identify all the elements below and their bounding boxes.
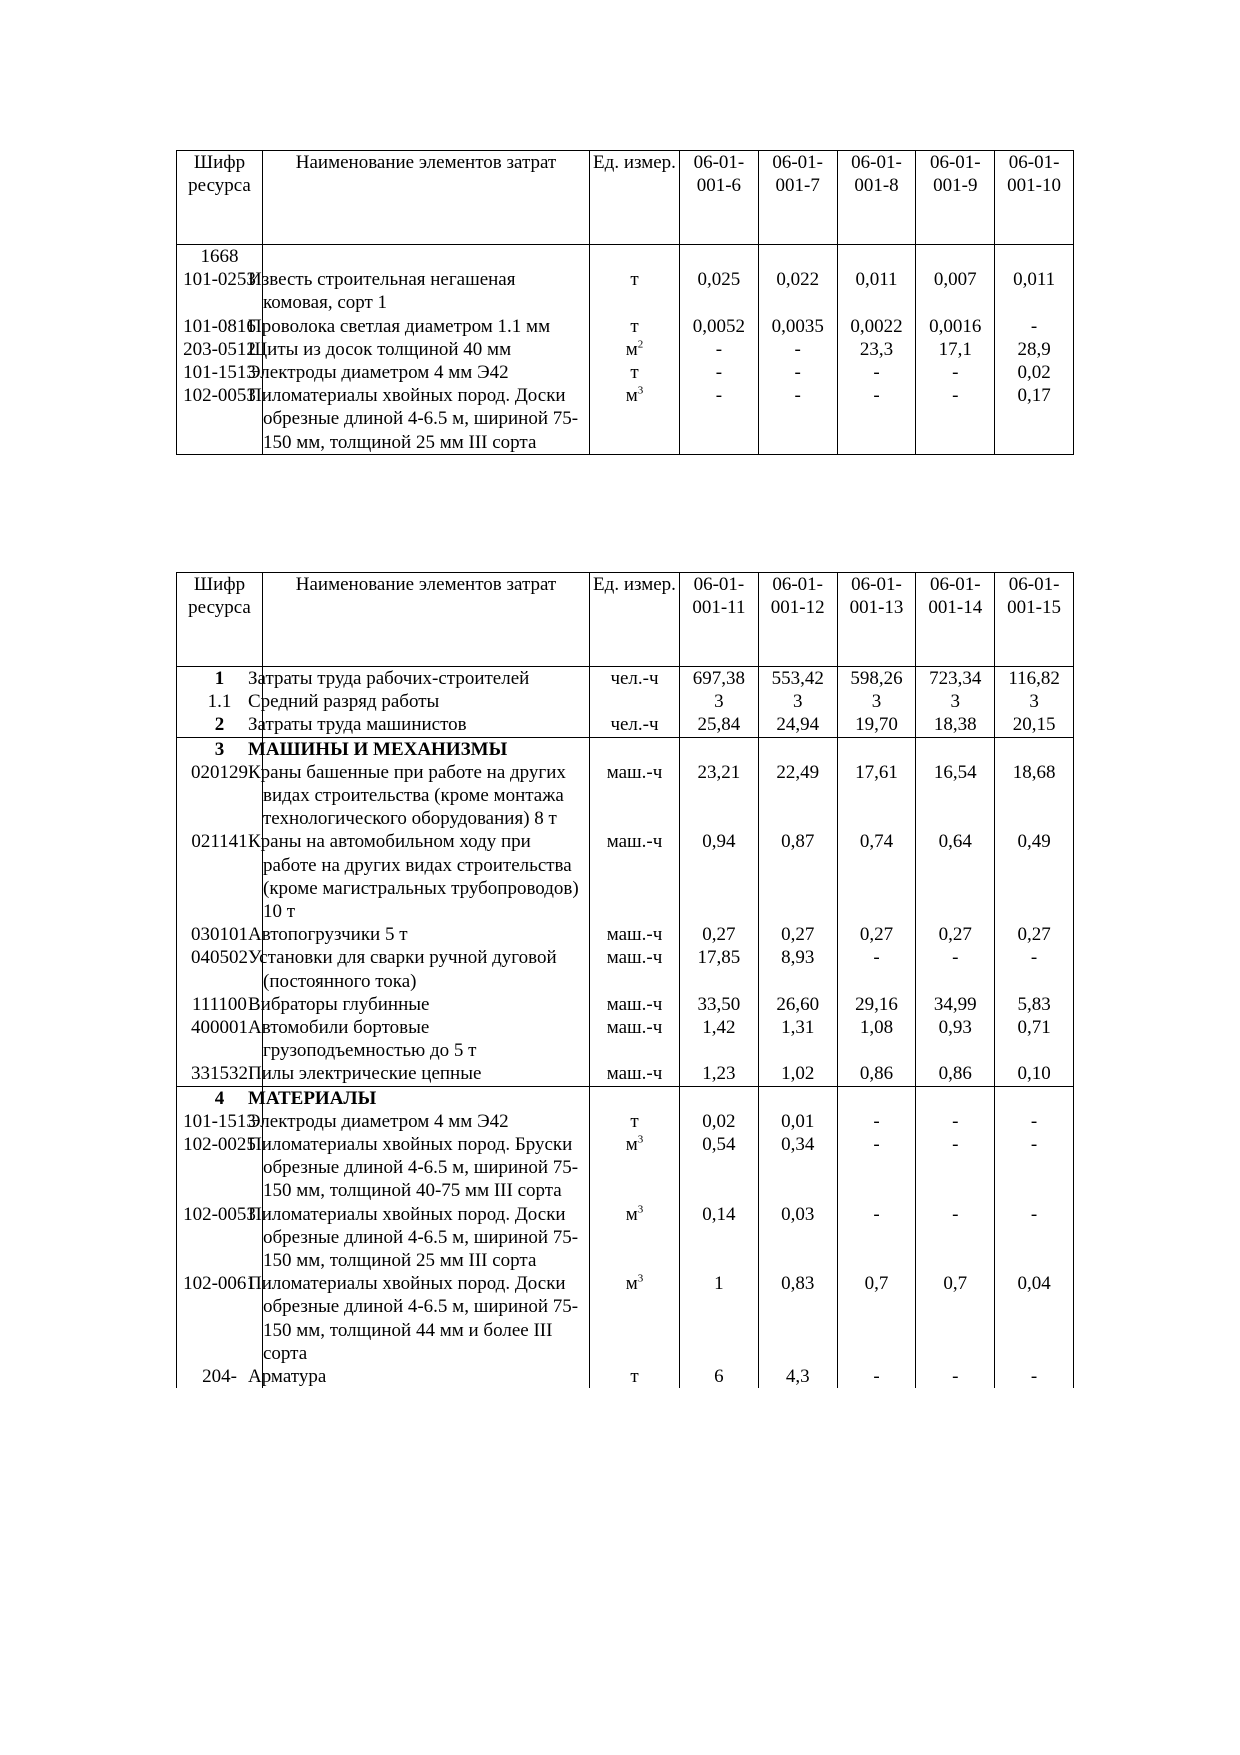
value-cell <box>680 245 759 269</box>
header-column: 06-01-001-12 <box>758 573 837 667</box>
resource-table-2 <box>176 572 1074 1388</box>
value-cell: 29,16 <box>837 993 916 1016</box>
resource-code: 400001 <box>177 1016 263 1062</box>
value-cell: 553,42 <box>758 667 837 691</box>
unit-text: маш.-ч <box>606 924 663 946</box>
resource-code: 040502 <box>177 946 263 992</box>
value-cell: 3 <box>995 690 1074 713</box>
empty-cell <box>590 1086 680 1110</box>
value-cell: 0,27 <box>916 923 995 946</box>
header-name: Наименование элементов затрат <box>263 151 590 245</box>
table-row <box>177 1272 1074 1365</box>
unit-text: т <box>630 1110 639 1132</box>
resource-name: Проволока светлая диаметром 1.1 мм <box>263 315 590 338</box>
value-cell: - <box>758 338 837 361</box>
resource-code: 030101 <box>177 923 263 946</box>
value-cell: 18,38 <box>916 713 995 737</box>
resource-name: Автомобили бортовые грузоподъемностью до 5 т <box>263 1016 590 1062</box>
value-cell: 18,68 <box>995 761 1074 831</box>
value-cell: - <box>995 1365 1074 1388</box>
value-cell: - <box>837 361 916 384</box>
value-cell: - <box>916 1110 995 1133</box>
empty-cell <box>995 737 1074 761</box>
unit-cell <box>590 384 680 454</box>
unit-cell <box>590 923 680 946</box>
value-cell: - <box>837 946 916 992</box>
resource-name: Арматура <box>263 1365 590 1388</box>
section-row <box>177 1086 1074 1110</box>
value-cell: 1,23 <box>680 1062 759 1086</box>
value-cell: - <box>916 1133 995 1203</box>
value-cell: 1,42 <box>680 1016 759 1062</box>
header-name: Наименование элементов затрат <box>263 573 590 667</box>
table-row <box>177 713 1074 737</box>
value-cell: 0,0022 <box>837 315 916 338</box>
unit-text: маш.-ч <box>606 831 663 853</box>
resource-name: Электроды диаметром 4 мм Э42 <box>263 1110 590 1133</box>
resource-name: Пиломатериалы хвойных пород. Доски обрезные длиной 4-6.5 м, шириной 75-150 мм, толщиной 25 мм III сорта <box>263 1203 590 1273</box>
unit-exponent: 3 <box>637 1133 644 1146</box>
value-cell: 0,03 <box>758 1203 837 1273</box>
value-cell: 0,86 <box>837 1062 916 1086</box>
value-cell: 3 <box>837 690 916 713</box>
table-row <box>177 761 1074 831</box>
header-column: 06-01-001-14 <box>916 573 995 667</box>
section-row <box>177 737 1074 761</box>
value-cell: 17,85 <box>680 946 759 992</box>
resource-name: Пилы электрические цепные <box>263 1062 590 1086</box>
resource-name <box>263 245 590 269</box>
unit-exponent: 3 <box>637 1272 644 1285</box>
resource-name: Краны башенные при работе на других видах строительства (кроме монтажа технологического оборудования) 8 т <box>263 761 590 831</box>
unit-cell <box>590 1272 680 1365</box>
unit-cell <box>590 338 680 361</box>
unit-text: т <box>630 362 639 384</box>
resource-name: Электроды диаметром 4 мм Э42 <box>263 361 590 384</box>
value-cell: 0,025 <box>680 268 759 314</box>
value-cell: 0,64 <box>916 830 995 923</box>
value-cell: - <box>995 1110 1074 1133</box>
table-row <box>177 338 1074 361</box>
unit-cell <box>590 761 680 831</box>
value-cell: 25,84 <box>680 713 759 737</box>
resource-code: 102-0061 <box>177 1272 263 1365</box>
unit-cell <box>590 361 680 384</box>
value-cell: 0,01 <box>758 1110 837 1133</box>
value-cell: 26,60 <box>758 993 837 1016</box>
header-column: 06-01-001-6 <box>680 151 759 245</box>
table-row <box>177 315 1074 338</box>
value-cell: 0,71 <box>995 1016 1074 1062</box>
value-cell: 5,83 <box>995 993 1074 1016</box>
value-cell: - <box>916 384 995 454</box>
value-cell: 33,50 <box>680 993 759 1016</box>
resource-name: Пиломатериалы хвойных пород. Доски обрезные длиной 4-6.5 м, шириной 75-150 мм, толщиной 25 мм III сорта <box>263 384 590 454</box>
unit-exponent: 2 <box>637 338 644 351</box>
empty-cell <box>995 1086 1074 1110</box>
value-cell: 0,54 <box>680 1133 759 1203</box>
table-row <box>177 1016 1074 1062</box>
resource-code: 204- <box>177 1365 263 1388</box>
unit-text: маш.-ч <box>606 761 663 783</box>
value-cell: 0,27 <box>680 923 759 946</box>
value-cell: 0,022 <box>758 268 837 314</box>
value-cell: 0,86 <box>916 1062 995 1086</box>
empty-cell <box>758 737 837 761</box>
value-cell: - <box>916 361 995 384</box>
resource-name: Автопогрузчики 5 т <box>263 923 590 946</box>
table-row <box>177 830 1074 923</box>
value-cell: - <box>916 946 995 992</box>
value-cell: - <box>758 361 837 384</box>
resource-code: 111100 <box>177 993 263 1016</box>
value-cell: - <box>995 1203 1074 1273</box>
unit-cell <box>590 713 680 737</box>
header-code: Шифр ресурса <box>177 151 263 245</box>
resource-code: 021141 <box>177 830 263 923</box>
value-cell: - <box>837 384 916 454</box>
value-cell: 20,15 <box>995 713 1074 737</box>
resource-code: 102-0053 <box>177 1203 263 1273</box>
header-column: 06-01-001-13 <box>837 573 916 667</box>
value-cell: - <box>758 384 837 454</box>
resource-code: 2 <box>177 713 263 737</box>
unit-cell <box>590 1062 680 1086</box>
header-code: Шифр ресурса <box>177 573 263 667</box>
value-cell: 697,38 <box>680 667 759 691</box>
table-header-row <box>177 151 1074 245</box>
value-cell: 0,7 <box>916 1272 995 1365</box>
resource-name: Установки для сварки ручной дуговой (постоянного тока) <box>263 946 590 992</box>
header-column: 06-01-001-8 <box>837 151 916 245</box>
value-cell: - <box>680 384 759 454</box>
value-cell: 1 <box>680 1272 759 1365</box>
resource-code: 020129 <box>177 761 263 831</box>
section-title: МАШИНЫ И МЕХАНИЗМЫ <box>263 737 590 761</box>
value-cell <box>837 245 916 269</box>
value-cell: 0,011 <box>837 268 916 314</box>
resource-code: 101-1513 <box>177 1110 263 1133</box>
value-cell: 1,31 <box>758 1016 837 1062</box>
value-cell: 1,08 <box>837 1016 916 1062</box>
table-row <box>177 384 1074 454</box>
header-column: 06-01-001-7 <box>758 151 837 245</box>
value-cell: 3 <box>680 690 759 713</box>
resource-code: 101-0816 <box>177 315 263 338</box>
header-column: 06-01-001-15 <box>995 573 1074 667</box>
value-cell: 0,0035 <box>758 315 837 338</box>
unit-text: маш.-ч <box>606 947 663 969</box>
unit-text: маш.-ч <box>606 993 663 1015</box>
value-cell: 598,26 <box>837 667 916 691</box>
value-cell: 0,27 <box>758 923 837 946</box>
unit-cell <box>590 1203 680 1273</box>
table-row <box>177 923 1074 946</box>
section-code: 3 <box>177 737 263 761</box>
resource-name: Краны на автомобильном ходу при работе на других видах строительства (кроме магистральных трубопроводов) 10 т <box>263 830 590 923</box>
value-cell <box>758 245 837 269</box>
value-cell: 17,61 <box>837 761 916 831</box>
value-cell: 0,007 <box>916 268 995 314</box>
header-column: 06-01-001-9 <box>916 151 995 245</box>
table-row <box>177 667 1074 691</box>
value-cell: 0,49 <box>995 830 1074 923</box>
value-cell: 116,82 <box>995 667 1074 691</box>
resource-code: 102-0053 <box>177 384 263 454</box>
resource-code: 1668 <box>177 245 263 269</box>
value-cell: 0,011 <box>995 268 1074 314</box>
value-cell: 0,74 <box>837 830 916 923</box>
resource-code: 101-0253 <box>177 268 263 314</box>
value-cell: 0,34 <box>758 1133 837 1203</box>
value-cell: 17,1 <box>916 338 995 361</box>
empty-cell <box>837 737 916 761</box>
unit-cell <box>590 1016 680 1062</box>
value-cell: 23,21 <box>680 761 759 831</box>
unit-cell <box>590 268 680 314</box>
value-cell: 4,3 <box>758 1365 837 1388</box>
unit-text: м <box>625 1273 638 1295</box>
resource-name: Пиломатериалы хвойных пород. Доски обрезные длиной 4-6.5 м, шириной 75-150 мм, толщиной 44 мм и более III сорта <box>263 1272 590 1365</box>
value-cell: 1,02 <box>758 1062 837 1086</box>
unit-cell <box>590 993 680 1016</box>
table-row <box>177 1062 1074 1086</box>
value-cell: 0,14 <box>680 1203 759 1273</box>
value-cell: 3 <box>758 690 837 713</box>
resource-code: 1 <box>177 667 263 691</box>
empty-cell <box>680 1086 759 1110</box>
unit-cell <box>590 690 680 713</box>
value-cell: 0,17 <box>995 384 1074 454</box>
value-cell: 8,93 <box>758 946 837 992</box>
resource-name: Пиломатериалы хвойных пород. Бруски обрезные длиной 4-6.5 м, шириной 75-150 мм, толщиной 40-75 мм III сорта <box>263 1133 590 1203</box>
table-row <box>177 690 1074 713</box>
value-cell: - <box>837 1365 916 1388</box>
resource-table-1 <box>176 150 1074 455</box>
table-row <box>177 268 1074 314</box>
resource-name: Затраты труда машинистов <box>263 713 590 737</box>
value-cell: - <box>916 1203 995 1273</box>
table-row <box>177 245 1074 269</box>
value-cell <box>916 245 995 269</box>
value-cell: 0,87 <box>758 830 837 923</box>
header-unit: Ед. измер. <box>590 573 680 667</box>
value-cell: 6 <box>680 1365 759 1388</box>
section-title: МАТЕРИАЛЫ <box>263 1086 590 1110</box>
resource-name: Средний разряд работы <box>263 690 590 713</box>
unit-text: т <box>630 1366 639 1388</box>
resource-code: 203-0512 <box>177 338 263 361</box>
empty-cell <box>916 737 995 761</box>
resource-code: 1.1 <box>177 690 263 713</box>
unit-text: м <box>625 385 638 407</box>
resource-code: 331532 <box>177 1062 263 1086</box>
value-cell: - <box>680 361 759 384</box>
unit-cell <box>590 245 680 269</box>
value-cell: 19,70 <box>837 713 916 737</box>
table-row <box>177 1203 1074 1273</box>
value-cell: - <box>837 1110 916 1133</box>
table-row <box>177 1133 1074 1203</box>
value-cell: 16,54 <box>916 761 995 831</box>
value-cell: 0,02 <box>680 1110 759 1133</box>
resource-name: Известь строительная негашеная комовая, сорт 1 <box>263 268 590 314</box>
unit-exponent: 3 <box>637 1203 644 1216</box>
value-cell: - <box>995 1133 1074 1203</box>
value-cell: 0,7 <box>837 1272 916 1365</box>
unit-text: т <box>630 315 639 337</box>
unit-text: чел.-ч <box>610 714 659 736</box>
unit-text: м <box>625 338 638 360</box>
table-row <box>177 946 1074 992</box>
unit-text: чел.-ч <box>610 668 659 689</box>
value-cell: 0,0016 <box>916 315 995 338</box>
unit-cell <box>590 667 680 691</box>
unit-text: маш.-ч <box>606 1063 663 1085</box>
value-cell: - <box>995 946 1074 992</box>
empty-cell <box>837 1086 916 1110</box>
resource-name: Щиты из досок толщиной 40 мм <box>263 338 590 361</box>
value-cell: 0,0052 <box>680 315 759 338</box>
value-cell: 0,83 <box>758 1272 837 1365</box>
header-column: 06-01-001-11 <box>680 573 759 667</box>
value-cell: - <box>916 1365 995 1388</box>
table-row <box>177 1365 1074 1388</box>
value-cell: - <box>680 338 759 361</box>
unit-cell <box>590 946 680 992</box>
value-cell <box>995 245 1074 269</box>
value-cell: 0,27 <box>995 923 1074 946</box>
value-cell: 0,02 <box>995 361 1074 384</box>
unit-text: т <box>630 269 639 291</box>
empty-cell <box>758 1086 837 1110</box>
table-row <box>177 1110 1074 1133</box>
value-cell: 0,27 <box>837 923 916 946</box>
value-cell: 0,04 <box>995 1272 1074 1365</box>
unit-cell <box>590 315 680 338</box>
section-code: 4 <box>177 1086 263 1110</box>
header-column: 06-01-001-10 <box>995 151 1074 245</box>
unit-cell <box>590 1133 680 1203</box>
value-cell: - <box>995 315 1074 338</box>
header-unit: Ед. измер. <box>590 151 680 245</box>
value-cell: 34,99 <box>916 993 995 1016</box>
resource-code: 101-1513 <box>177 361 263 384</box>
value-cell: 0,10 <box>995 1062 1074 1086</box>
value-cell: - <box>837 1133 916 1203</box>
unit-cell <box>590 830 680 923</box>
table-header-row <box>177 573 1074 667</box>
table-row <box>177 361 1074 384</box>
resource-name: Вибраторы глубинные <box>263 993 590 1016</box>
value-cell: 0,93 <box>916 1016 995 1062</box>
value-cell: 28,9 <box>995 338 1074 361</box>
unit-exponent: 3 <box>637 384 644 397</box>
unit-text: маш.-ч <box>606 1017 663 1039</box>
value-cell: 22,49 <box>758 761 837 831</box>
unit-cell <box>590 1110 680 1133</box>
resource-name: Затраты труда рабочих-строителей <box>263 667 590 691</box>
value-cell: - <box>837 1203 916 1273</box>
unit-cell <box>590 1365 680 1388</box>
unit-text: м <box>625 1134 638 1156</box>
value-cell: 23,3 <box>837 338 916 361</box>
value-cell: 723,34 <box>916 667 995 691</box>
value-cell: 3 <box>916 690 995 713</box>
resource-code: 102-0025 <box>177 1133 263 1203</box>
value-cell: 0,94 <box>680 830 759 923</box>
empty-cell <box>680 737 759 761</box>
unit-text: м <box>625 1203 638 1225</box>
empty-cell <box>916 1086 995 1110</box>
empty-cell <box>590 737 680 761</box>
table-row <box>177 993 1074 1016</box>
value-cell: 24,94 <box>758 713 837 737</box>
